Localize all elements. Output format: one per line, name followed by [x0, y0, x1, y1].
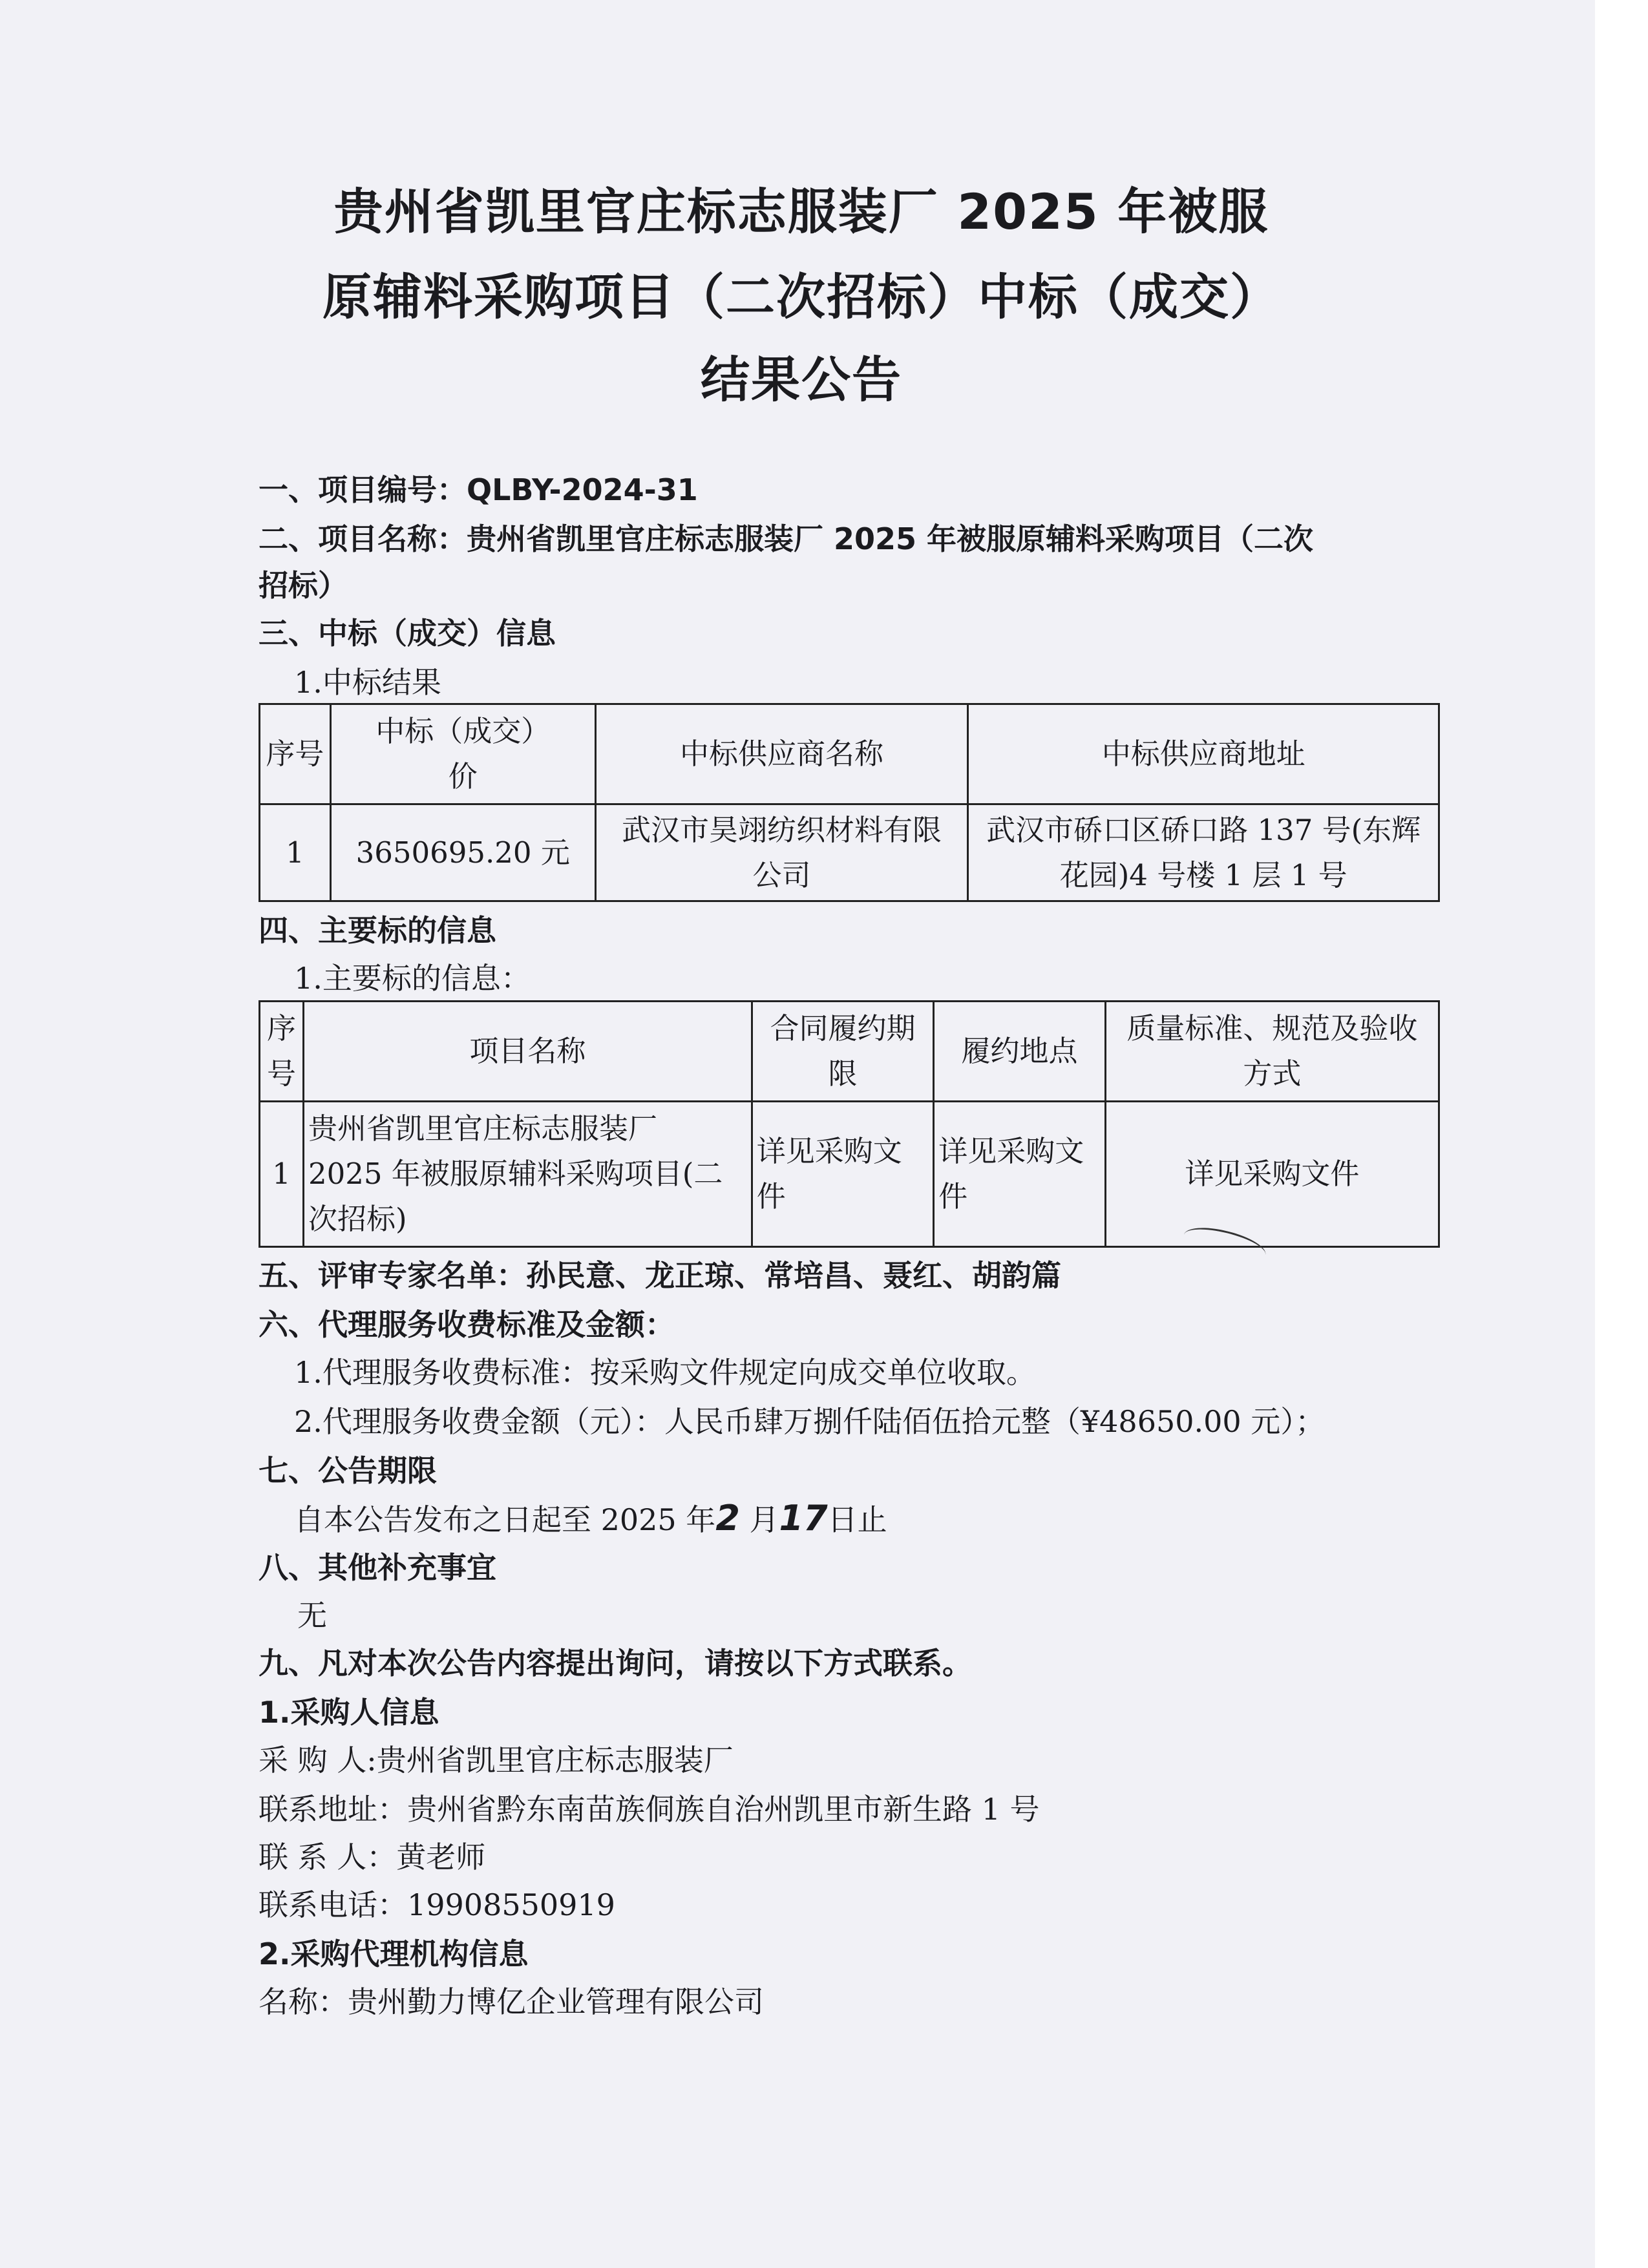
- cell-index: 1: [260, 804, 331, 901]
- header-supplier-address: 中标供应商地址: [968, 704, 1439, 804]
- notice-period-suffix: 日止: [827, 1502, 887, 1537]
- handwritten-month: 2: [715, 1498, 740, 1538]
- cell-contract-period-line-2: 件: [756, 1179, 786, 1213]
- cell-price: 3650695.20 元: [330, 804, 595, 901]
- section-contact: 九、凡对本次公告内容提出询问，请按以下方式联系。: [259, 1646, 972, 1681]
- notice-period-month-unit: 月: [749, 1502, 779, 1537]
- table-header-row: [260, 704, 1439, 804]
- header-index: [260, 1002, 304, 1102]
- header-quality-line-2: 方式: [1243, 1056, 1302, 1091]
- section-experts: 五、评审专家名单：孙民意、龙正琼、常培昌、聂红、胡韵篇: [259, 1258, 1061, 1293]
- other-matters-text: 无: [297, 1598, 327, 1633]
- cell-supplier-address: [968, 804, 1439, 901]
- document-title-line-1: 贵州省凯里官庄标志服装厂 2025 年被服: [333, 183, 1269, 240]
- notice-period-text: [294, 1495, 887, 1543]
- subsection-main-subject: 1.主要标的信息：: [294, 961, 531, 996]
- header-index-line-2: 号: [266, 1056, 296, 1091]
- subsection-award-result: 1.中标结果: [294, 665, 441, 700]
- buyer-info-heading: 1.采购人信息: [259, 1695, 439, 1730]
- agency-name: 名称：贵州勤力博亿企业管理有限公司: [259, 1984, 764, 2019]
- table-row: [260, 804, 1439, 901]
- cell-project-name-line-2: 2025 年被服原辅料采购项目(二: [308, 1157, 723, 1191]
- cell-supplier-name-line-1: 武汉市昊翊纺织材料有限: [621, 812, 942, 847]
- buyer-phone: 联系电话：19908550919: [259, 1887, 615, 1922]
- buyer-address: 联系地址：贵州省黔东南苗族侗族自治州凯里市新生路 1 号: [259, 1792, 1040, 1827]
- notice-period-prefix: 自本公告发布之日起至 2025 年: [294, 1502, 716, 1537]
- header-quality-line-1: 质量标准、规范及验收: [1126, 1011, 1418, 1045]
- main-subject-table: [259, 1000, 1440, 1248]
- header-price-line-1: 中标（成交）: [375, 714, 551, 748]
- cell-project-name: [303, 1102, 752, 1247]
- header-index: 序号: [260, 704, 331, 804]
- document-title-line-2: 原辅料采购项目（二次招标）中标（成交）: [322, 268, 1280, 326]
- project-number: 一、项目编号：QLBY-2024-31: [259, 472, 698, 507]
- document-title-line-3: 结果公告: [701, 351, 902, 408]
- cell-supplier-name: [595, 804, 968, 901]
- header-project-name: 项目名称: [303, 1002, 752, 1102]
- cell-supplier-address-line-2: 花园)4 号楼 1 层 1 号: [1059, 857, 1347, 892]
- header-index-line-1: 序: [266, 1011, 296, 1045]
- header-contract-period: [752, 1002, 934, 1102]
- cell-project-name-line-1: 贵州省凯里官庄标志服装厂: [308, 1111, 657, 1146]
- section-main-subject: 四、主要标的信息: [259, 913, 496, 948]
- cell-project-name-line-3: 次招标): [308, 1202, 407, 1236]
- page-edge: [1595, 0, 1648, 2268]
- agency-fee-amount: 2.代理服务收费金额（元）：人民币肆万捌仟陆佰伍拾元整（¥48650.00 元）；: [294, 1404, 1326, 1439]
- header-contract-period-line-2: 限: [828, 1056, 858, 1091]
- cell-index: 1: [260, 1102, 304, 1247]
- agency-fee-standard: 1.代理服务收费标准：按采购文件规定向成交单位收取。: [294, 1355, 1036, 1390]
- section-notice-period: 七、公告期限: [259, 1453, 437, 1488]
- cell-contract-period-line-1: 详见采购文: [756, 1134, 902, 1168]
- cell-quality: 详见采购文件: [1105, 1102, 1439, 1247]
- handwritten-day: 17: [779, 1498, 828, 1538]
- header-price-line-2: 价: [448, 759, 478, 793]
- header-contract-period-line-1: 合同履约期: [770, 1011, 916, 1045]
- section-other-matters: 八、其他补充事宜: [259, 1550, 496, 1585]
- section-agency-fee: 六、代理服务收费标准及金额：: [259, 1307, 675, 1342]
- section-award-info: 三、中标（成交）信息: [259, 616, 556, 651]
- project-name-line-2: 招标）: [259, 568, 348, 603]
- agency-info-heading: 2.采购代理机构信息: [259, 1937, 529, 1971]
- cell-supplier-address-line-1: 武汉市硚口区硚口路 137 号(东辉: [986, 812, 1421, 847]
- header-quality: [1105, 1002, 1439, 1102]
- table-row: [260, 1102, 1439, 1247]
- cell-contract-period: [752, 1102, 934, 1247]
- cell-supplier-name-line-2: 公司: [752, 857, 811, 892]
- table-header-row: [260, 1002, 1439, 1102]
- award-result-table: [259, 703, 1440, 902]
- buyer-name: 采 购 人:贵州省凯里官庄标志服装厂: [259, 1743, 734, 1778]
- header-supplier-name: 中标供应商名称: [595, 704, 968, 804]
- header-price: [330, 704, 595, 804]
- cell-place-line-1: 详见采购文: [938, 1134, 1084, 1168]
- cell-place: [934, 1102, 1106, 1247]
- buyer-contact-person: 联 系 人：黄老师: [259, 1840, 486, 1874]
- header-place: 履约地点: [934, 1002, 1106, 1102]
- cell-place-line-2: 件: [938, 1179, 968, 1213]
- project-name-line-1: 二、项目名称：贵州省凯里官庄标志服装厂 2025 年被服原辅料采购项目（二次: [259, 521, 1314, 556]
